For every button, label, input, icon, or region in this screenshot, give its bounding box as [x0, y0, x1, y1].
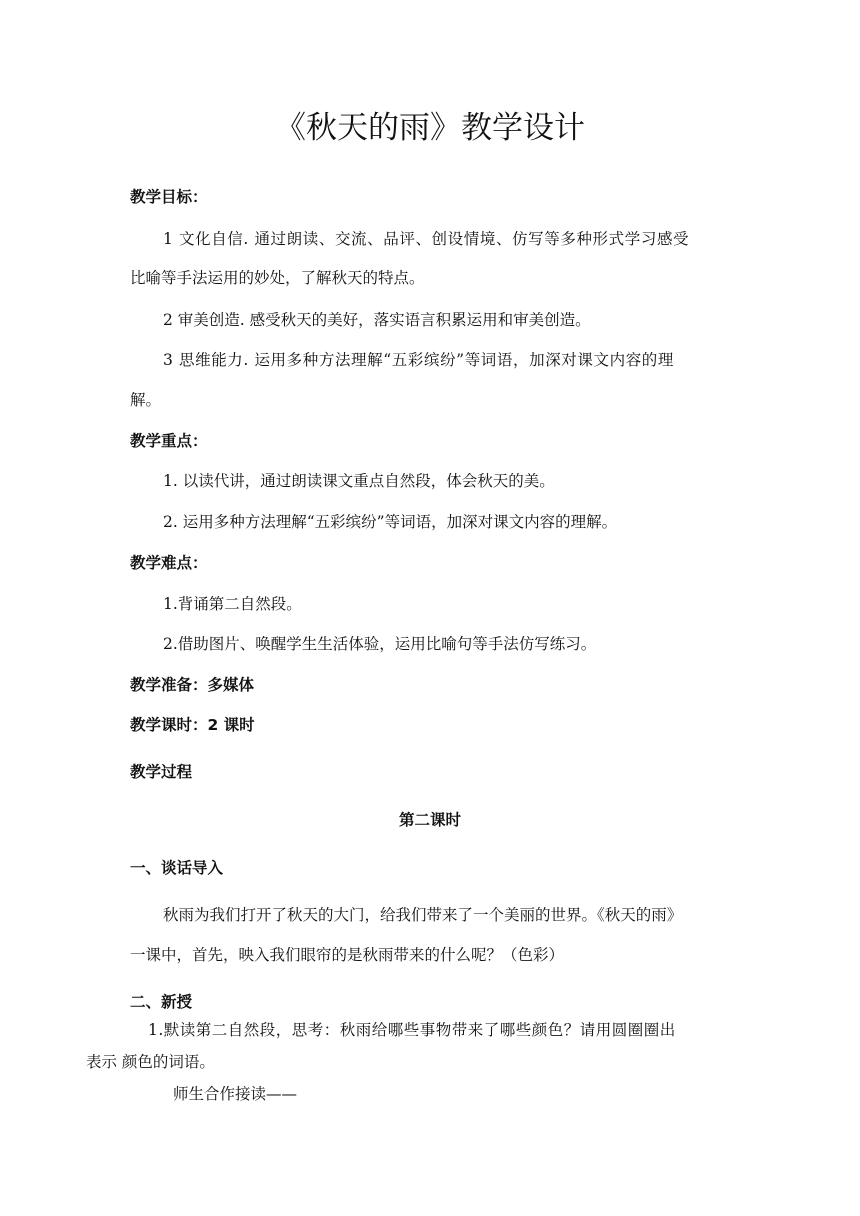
section-1-line-2: 一课中，首先，映入我们眼帘的是秋雨带来的什么呢？（色彩） — [130, 946, 565, 964]
preparation-line: 教学准备：多媒体 — [130, 676, 255, 694]
periods-line: 教学课时：2 课时 — [130, 716, 255, 734]
key-points-item-1: 1. 以读代讲，通过朗读课文重点自然段，体会秋天的美。 — [163, 472, 555, 490]
goals-heading: 教学目标： — [130, 188, 208, 206]
process-heading: 教学过程 — [130, 763, 193, 781]
section-2-line-2: 表示 颜色的词语。 — [86, 1053, 215, 1071]
section-2-heading: 二、新授 — [130, 993, 193, 1011]
goals-item-1-line-1: 1 文化自信. 通过朗读、交流、品评、创设情境、仿写等多种形式学习感受 — [163, 230, 690, 248]
section-2-line-3: 师生合作接读—— — [173, 1085, 298, 1103]
section-1-line-1: 秋雨为我们打开了秋天的大门，给我们带来了一个美丽的世界。《秋天的雨》 — [163, 906, 683, 924]
lesson-heading: 第二课时 — [398, 811, 461, 829]
goals-item-3-line-2: 解。 — [130, 391, 162, 409]
goals-item-2: 2 审美创造. 感受秋天的美好，落实语言积累运用和审美创造。 — [163, 311, 591, 329]
goals-item-1-line-2: 比喻等手法运用的妙处，了解秋天的特点。 — [130, 269, 425, 287]
difficulties-item-2: 2.借助图片、唤醒学生生活体验，运用比喻句等手法仿写练习。 — [163, 635, 597, 653]
key-points-item-2: 2. 运用多种方法理解“五彩缤纷”等词语，加深对课文内容的理解。 — [163, 513, 618, 531]
section-1-heading: 一、谈话导入 — [130, 859, 224, 877]
key-points-heading: 教学重点： — [130, 432, 208, 450]
goals-item-3-line-1: 3 思维能力. 运用多种方法理解“五彩缤纷”等词语，加深对课文内容的理 — [163, 351, 674, 369]
difficulties-heading: 教学难点： — [130, 554, 208, 572]
difficulties-item-1: 1.背诵第二自然段。 — [163, 595, 302, 613]
document-title: 《秋天的雨》教学设计 — [275, 110, 585, 146]
section-2-line-1: 1.默读第二自然段，思考：秋雨给哪些事物带来了哪些颜色？请用圆圈圈出 — [148, 1021, 676, 1039]
